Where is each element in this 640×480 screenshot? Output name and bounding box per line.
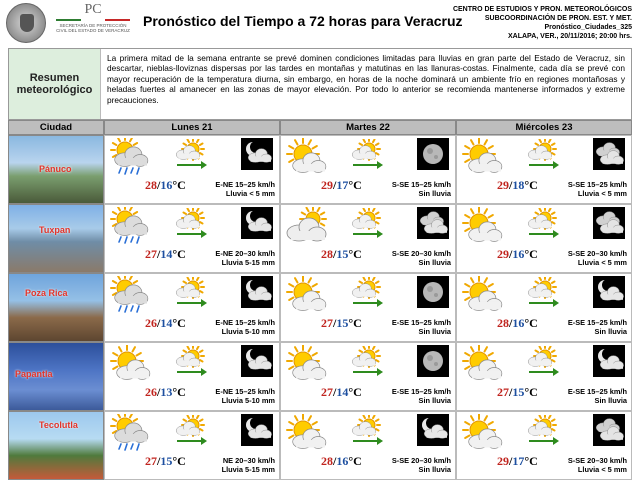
temp-min: 18 <box>512 178 525 192</box>
temp-max: 27 <box>497 385 509 399</box>
city-cell <box>8 204 104 273</box>
issuer-line: XALAPA, VER., 20/11/2016; 20:00 hrs. <box>508 33 632 40</box>
temp-separator: / <box>157 454 161 468</box>
rain-text: Sin lluvia <box>418 189 451 198</box>
column-header-day: Martes 22 <box>280 120 456 135</box>
temp-separator: / <box>509 385 513 399</box>
table-row <box>8 135 632 204</box>
temp-separator: / <box>509 247 513 261</box>
temp-max: 27 <box>145 247 157 261</box>
temperature <box>145 316 186 331</box>
city-cell <box>8 135 104 204</box>
temp-unit: °C <box>172 316 186 330</box>
sun-cloud-wind-icon <box>173 139 207 171</box>
city-cell <box>8 273 104 342</box>
wind-rain-info <box>215 180 275 198</box>
wind-rain-info <box>215 387 275 405</box>
issuer-line: CENTRO DE ESTUDIOS Y PRON. METEOROLÓGICOS <box>452 6 632 13</box>
issuer-line: SUBCOORDINACIÓN DE PRON. EST. Y MET. <box>484 15 632 22</box>
wind-rain-info <box>392 456 451 474</box>
temp-separator: / <box>157 316 161 330</box>
summary-text: La primera mitad de la semana entrante se prevé dominen condiciones limitadas para lluvias en gran parte del Estado de Veracruz, sin descartar, nieblas-lloviznas dispersas por las tardes en montañas y matutinas en las llanuras-costas. Finalmente, cada día se prevé con mayor recuperación de la temperatura diurna, sin embargo, en horas de la noche dominará un ambiente frío en regiones montañosas y heladas fuertes al amanecer en las zonas de mayor elevación. Por todo lo anterior se recomienda mantenerse informados y extreme precauciones. <box>107 53 625 105</box>
forecast-table <box>8 120 632 480</box>
sun-cloud-wind-icon <box>173 415 207 447</box>
sun-cloud-icon <box>461 138 503 178</box>
wind-text: E-NE 15–25 km/h <box>215 387 275 396</box>
pc-logo-flag-bar <box>56 19 130 21</box>
pc-logo-letters: PC <box>84 2 102 17</box>
sun-cloud-wind-icon <box>525 139 559 171</box>
sun-cloud-wind-icon <box>173 346 207 378</box>
flag-red-stripe <box>105 19 130 21</box>
sun-cloud-rain-icon <box>109 414 151 454</box>
table-header <box>8 120 632 135</box>
sun-cloud-wind-icon <box>349 139 383 171</box>
table-row <box>8 342 632 411</box>
sun-cloud-wind-icon <box>525 415 559 447</box>
table-body <box>8 135 632 480</box>
wind-text: S-SE 20–30 km/h <box>567 249 627 258</box>
clouds-icon <box>593 414 625 446</box>
city-name: Papantla <box>15 369 53 379</box>
temperature <box>321 385 362 400</box>
temperature <box>145 247 186 262</box>
pc-logo <box>56 2 130 33</box>
temperature <box>321 316 362 331</box>
temp-separator: / <box>157 385 161 399</box>
temp-max: 27 <box>145 454 157 468</box>
sun-cloud-wind-icon <box>349 346 383 378</box>
rain-text: Sin lluvia <box>594 396 627 405</box>
temp-unit: °C <box>524 178 538 192</box>
sun-cloud-icon <box>285 276 327 316</box>
moon-cloud-icon <box>241 345 273 377</box>
city-name: Poza Rica <box>25 288 68 298</box>
rain-text: Lluvia 5-15 mm <box>221 465 275 474</box>
city-name: Tuxpan <box>39 225 71 235</box>
rain-text: Lluvia < 5 mm <box>577 465 627 474</box>
sun-cloud-wind-icon <box>525 346 559 378</box>
clouds-icon <box>593 207 625 239</box>
moon-cloud-icon <box>241 138 273 170</box>
wind-text: E-SE 15–25 km/h <box>567 318 627 327</box>
sun-cloud-rain-icon <box>109 276 151 316</box>
temp-separator: / <box>333 247 337 261</box>
forecast-cell <box>280 411 456 480</box>
temp-separator: / <box>333 385 337 399</box>
wind-rain-info <box>215 318 275 336</box>
moon-cloud-icon <box>593 345 625 377</box>
temp-min: 17 <box>512 454 525 468</box>
rain-text: Lluvia < 5 mm <box>577 258 627 267</box>
temperature <box>145 454 186 469</box>
temperature <box>145 178 186 193</box>
flag-white-stripe <box>81 19 106 21</box>
temp-min: 16 <box>160 178 173 192</box>
temp-min: 15 <box>336 316 349 330</box>
column-header-day: Miércoles 23 <box>456 120 632 135</box>
wind-text: E-NE 15–25 km/h <box>215 180 275 189</box>
wind-rain-info <box>215 249 275 267</box>
table-row <box>8 273 632 342</box>
temp-max: 26 <box>145 316 157 330</box>
forecast-cell <box>104 135 280 204</box>
wind-rain-info <box>392 318 451 336</box>
sun-cloud-icon <box>461 414 503 454</box>
wind-text: S-SE 20–30 km/h <box>567 456 627 465</box>
moon-cloud-icon <box>241 276 273 308</box>
temperature <box>497 247 538 262</box>
temp-min: 13 <box>160 385 173 399</box>
wind-text: E-NE 20–30 km/h <box>215 249 275 258</box>
temperature <box>321 454 362 469</box>
moon-icon <box>417 276 449 308</box>
temp-min: 17 <box>336 178 349 192</box>
temp-unit: °C <box>348 454 362 468</box>
temp-max: 27 <box>321 316 333 330</box>
forecast-cell <box>104 342 280 411</box>
wind-text: S-SE 15–25 km/h <box>391 180 451 189</box>
rain-text: Sin lluvia <box>594 327 627 336</box>
sun-cloud-icon <box>461 345 503 385</box>
rain-text: Lluvia < 5 mm <box>577 189 627 198</box>
temp-min: 16 <box>512 247 525 261</box>
forecast-cell <box>456 273 632 342</box>
sun-cloud-icon <box>285 138 327 178</box>
rain-text: Sin lluvia <box>418 465 451 474</box>
forecast-cell <box>456 135 632 204</box>
temp-unit: °C <box>524 247 538 261</box>
wind-text: E-SE 15–25 km/h <box>391 387 451 396</box>
wind-text: S-SE 20–30 km/h <box>391 249 451 258</box>
sun-cloud-icon <box>461 207 503 247</box>
temperature <box>497 454 538 469</box>
city-cell <box>8 342 104 411</box>
temp-max: 28 <box>497 316 509 330</box>
rain-text: Lluvia 5-15 mm <box>221 258 275 267</box>
wind-rain-info <box>568 249 627 267</box>
temp-unit: °C <box>172 454 186 468</box>
wind-rain-info <box>392 180 451 198</box>
page-title: Pronóstico del Tiempo a 72 horas para Veracruz <box>143 13 463 29</box>
sun-cloud-rain-icon <box>109 138 151 178</box>
moon-icon <box>417 138 449 170</box>
temperature <box>321 178 362 193</box>
sun-cloud-wind-icon <box>173 208 207 240</box>
sun-cloud-icon <box>461 276 503 316</box>
temp-max: 29 <box>497 247 509 261</box>
moon-icon <box>417 345 449 377</box>
temp-unit: °C <box>172 247 186 261</box>
flag-green-stripe <box>56 19 81 21</box>
forecast-cell <box>104 204 280 273</box>
summary-label: Resumen meteorológico <box>9 49 101 119</box>
wind-rain-info <box>568 456 627 474</box>
temp-separator: / <box>509 178 513 192</box>
city-name: Pánuco <box>39 164 72 174</box>
wind-text: E-SE 15–25 km/h <box>391 318 451 327</box>
moon-cloud-icon <box>417 414 449 446</box>
sun-cloud-icon <box>285 414 327 454</box>
issuer-info <box>453 5 632 41</box>
temp-unit: °C <box>524 385 538 399</box>
temp-separator: / <box>333 454 337 468</box>
city-photo <box>9 205 103 272</box>
moon-cloud-icon <box>241 207 273 239</box>
forecast-cell <box>456 204 632 273</box>
temperature <box>497 178 538 193</box>
temperature <box>145 385 186 400</box>
forecast-cell <box>280 342 456 411</box>
wind-text: E-NE 15–25 km/h <box>215 318 275 327</box>
temp-min: 16 <box>336 454 349 468</box>
temp-min: 14 <box>160 316 173 330</box>
rain-text: Lluvia 5-10 mm <box>221 327 275 336</box>
moon-cloud-icon <box>241 414 273 446</box>
temp-separator: / <box>157 247 161 261</box>
sun-cloud-wind-icon <box>349 415 383 447</box>
temp-separator: / <box>157 178 161 192</box>
cloud-sun-icon <box>285 207 327 247</box>
pc-logo-subtitle: SECRETARÍA DE PROTECCIÓN CIVIL DEL ESTADO DE VERACRUZ <box>56 23 130 33</box>
city-cell <box>8 411 104 480</box>
sun-cloud-wind-icon <box>525 277 559 309</box>
temp-unit: °C <box>172 178 186 192</box>
rain-text: Lluvia 5-10 mm <box>221 396 275 405</box>
temp-unit: °C <box>348 385 362 399</box>
temp-unit: °C <box>524 316 538 330</box>
sun-cloud-rain-icon <box>109 207 151 247</box>
wind-text: S-SE 20–30 km/h <box>391 456 451 465</box>
temp-unit: °C <box>348 247 362 261</box>
rain-text: Sin lluvia <box>418 258 451 267</box>
temp-unit: °C <box>348 316 362 330</box>
temp-separator: / <box>509 454 513 468</box>
temp-unit: °C <box>524 454 538 468</box>
forecast-cell <box>456 342 632 411</box>
clouds-icon <box>593 138 625 170</box>
wind-rain-info <box>222 456 275 474</box>
forecast-cell <box>456 411 632 480</box>
temp-max: 29 <box>497 454 509 468</box>
sun-cloud-wind-icon <box>349 208 383 240</box>
forecast-cell <box>280 135 456 204</box>
temp-separator: / <box>509 316 513 330</box>
wind-text: S-SE 15–25 km/h <box>567 180 627 189</box>
moon-cloud-icon <box>593 276 625 308</box>
temp-separator: / <box>333 178 337 192</box>
temp-min: 15 <box>512 385 525 399</box>
wind-rain-info <box>568 318 627 336</box>
forecast-cell <box>104 411 280 480</box>
forecast-cell <box>104 273 280 342</box>
table-row <box>8 204 632 273</box>
clouds-icon <box>417 207 449 239</box>
rain-text: Sin lluvia <box>418 327 451 336</box>
temperature <box>497 385 538 400</box>
forecast-cell <box>280 204 456 273</box>
temp-max: 27 <box>321 385 333 399</box>
temp-min: 15 <box>160 454 173 468</box>
temp-max: 28 <box>321 454 333 468</box>
sun-cloud-wind-icon <box>173 277 207 309</box>
temp-max: 28 <box>321 247 333 261</box>
temp-max: 28 <box>145 178 157 192</box>
wind-rain-info <box>392 387 451 405</box>
column-header-day: Lunes 21 <box>104 120 280 135</box>
sun-cloud-wind-icon <box>525 208 559 240</box>
column-header-city: Ciudad <box>8 120 104 135</box>
temp-unit: °C <box>348 178 362 192</box>
temp-unit: °C <box>172 385 186 399</box>
state-seal-logo <box>6 3 46 43</box>
wind-rain-info <box>392 249 451 267</box>
wind-text: NE 20–30 km/h <box>222 456 275 465</box>
temp-min: 15 <box>336 247 349 261</box>
temperature <box>497 316 538 331</box>
city-photo <box>9 274 103 341</box>
temperature <box>321 247 362 262</box>
wind-rain-info <box>568 387 627 405</box>
sun-cloud-icon <box>109 345 151 385</box>
sun-cloud-icon <box>285 345 327 385</box>
rain-text: Sin lluvia <box>418 396 451 405</box>
wind-rain-info <box>568 180 627 198</box>
temp-max: 26 <box>145 385 157 399</box>
temp-max: 29 <box>321 178 333 192</box>
temp-min: 16 <box>512 316 525 330</box>
temp-min: 14 <box>336 385 349 399</box>
temp-min: 14 <box>160 247 173 261</box>
temp-max: 29 <box>497 178 509 192</box>
forecast-cell <box>280 273 456 342</box>
page-header <box>0 0 640 48</box>
issuer-line: Pronóstico_Ciudades_325 <box>544 24 632 31</box>
temp-separator: / <box>333 316 337 330</box>
wind-text: E-SE 15–25 km/h <box>567 387 627 396</box>
city-name: Tecolutla <box>39 420 78 430</box>
rain-text: Lluvia < 5 mm <box>225 189 275 198</box>
table-row <box>8 411 632 480</box>
sun-cloud-wind-icon <box>349 277 383 309</box>
weather-summary <box>8 48 632 120</box>
